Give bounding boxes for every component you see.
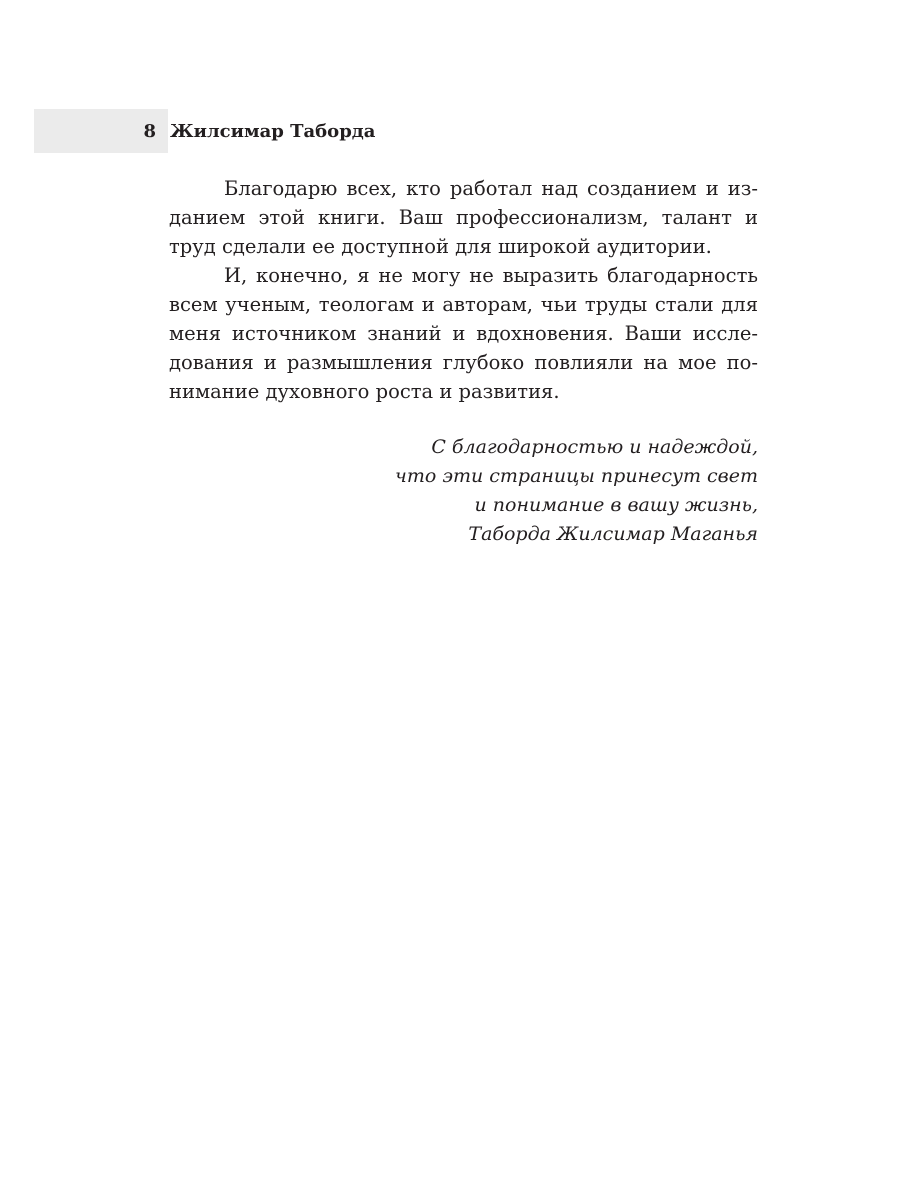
signature-line: С благодарностью и надеждой, bbox=[431, 436, 758, 458]
signature-author-name: Таборда Жилсимар Маганья bbox=[468, 523, 758, 545]
body-text bbox=[169, 174, 758, 406]
page-number: 8 bbox=[34, 109, 168, 153]
paragraph: И, конечно, я не могу не выразить благодарность всем ученым, теологам и авторам, чьи труды стали для меня источником знаний и вдохновения. Ваши исследования и размышления глубоко повлияли на мое понимание духовного роста и развития. bbox=[169, 264, 758, 403]
signature-line: что эти страницы принесут свет bbox=[395, 465, 758, 487]
paragraph: Благодарю всех, кто работал над созданием и изданием этой книги. Ваш профессионализм, талант и труд сделали ее доступной для широкой аудитории. bbox=[169, 177, 758, 258]
running-head bbox=[34, 109, 375, 153]
running-head-author: Жилсимар Таборда bbox=[170, 120, 376, 142]
signature-block bbox=[300, 433, 758, 549]
signature-line: и понимание в вашу жизнь, bbox=[474, 494, 758, 516]
